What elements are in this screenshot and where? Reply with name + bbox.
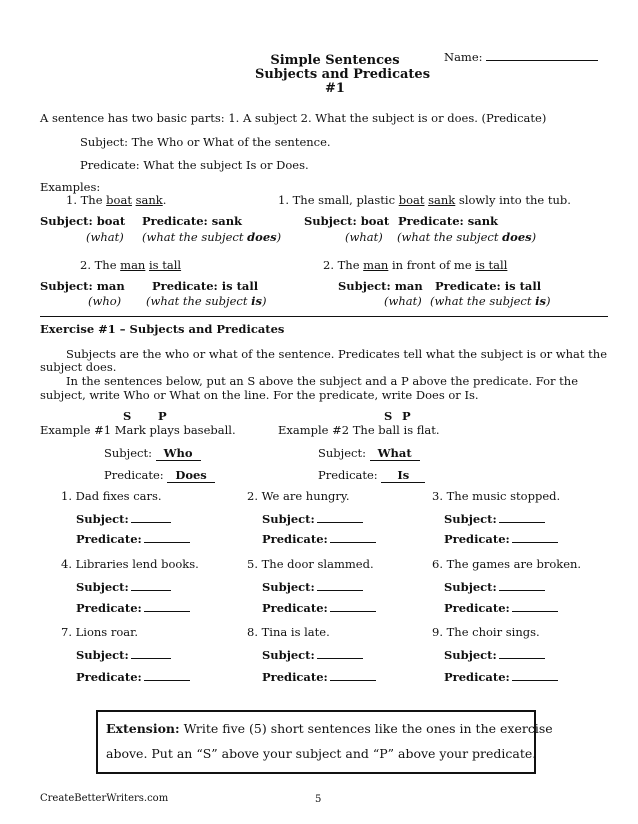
ex-text: 1. The — [66, 193, 107, 207]
divider-line — [40, 316, 608, 317]
subject-label: Subject: — [444, 512, 497, 526]
item-8: 8. Tina is late. — [247, 625, 330, 639]
subject-label: Subject: — [76, 580, 129, 594]
ex-subject-word: boat — [106, 193, 132, 207]
item-8-predicate — [262, 670, 376, 684]
subject-label: Subject: — [262, 648, 315, 662]
item-4: 4. Libraries lend books. — [61, 557, 199, 571]
item-1-subject — [76, 512, 171, 526]
sample1-p-mark: P — [158, 409, 167, 423]
note-emph: is — [535, 294, 546, 308]
subject-answer-line[interactable] — [131, 522, 171, 523]
item-5: 5. The door slammed. — [247, 557, 374, 571]
extension-label: Extension: — [106, 721, 180, 736]
predicate-answer-line[interactable] — [330, 542, 376, 543]
predicate-label: Predicate: — [444, 601, 510, 615]
ex1a-predicate: Predicate: sank — [142, 214, 243, 228]
note-text: (what the subject — [142, 230, 248, 244]
note-text: (what the subject — [146, 294, 252, 308]
name-line[interactable] — [486, 60, 598, 61]
sample1-s-mark: S — [123, 409, 132, 423]
note-text: ) — [261, 294, 267, 308]
subject-answer: Who — [155, 446, 201, 460]
subject-label: Subject: — [76, 512, 129, 526]
item-7-predicate — [76, 670, 190, 684]
name-field — [444, 50, 598, 64]
subject-label: Subject: — [262, 512, 315, 526]
ex1a-subject-note: (what) — [86, 230, 124, 244]
subject-answer-line[interactable] — [131, 658, 171, 659]
predicate-answer-line[interactable] — [144, 611, 190, 612]
subject-label: Subject: — [318, 446, 370, 460]
sample2-label: Example #2 The ball is flat. — [278, 423, 440, 437]
extension-box — [96, 710, 536, 774]
sample2-predicate — [318, 468, 425, 482]
subject-answer-line[interactable] — [499, 590, 545, 591]
predicate-answer-line[interactable] — [512, 611, 558, 612]
ex-subject-word: boat — [398, 193, 425, 207]
exercise-para-1b: subject does. — [40, 360, 117, 374]
item-6: 6. The games are broken. — [432, 557, 582, 571]
item-7-subject — [76, 648, 171, 662]
ex-text: in front of me — [388, 258, 476, 272]
subject-answer-line[interactable] — [317, 658, 363, 659]
ex1b-subject-note: (what) — [345, 230, 383, 244]
ex2b-subject: Subject: man — [338, 279, 423, 293]
predicate-answer-line[interactable] — [512, 680, 558, 681]
subject-answer-line[interactable] — [499, 658, 545, 659]
item-2-predicate — [262, 532, 376, 546]
sample2-p-mark: P — [402, 409, 411, 423]
subject-answer-line[interactable] — [317, 522, 363, 523]
ex-predicate-word: is tall — [475, 258, 508, 272]
ex1b-subject: Subject: boat — [304, 214, 390, 228]
sample2-subject — [318, 446, 420, 460]
subject-label: Subject: — [444, 580, 497, 594]
sample2-s-mark: S — [384, 409, 393, 423]
item-5-subject — [262, 580, 363, 594]
title-line-2: Subjects and Predicates — [255, 67, 431, 82]
exercise-para-2b: subject, write Who or What on the line. For the predicate, write Does or Is. — [40, 388, 479, 402]
ex2a-predicate: Predicate: is tall — [152, 279, 259, 293]
note-emph: does — [502, 230, 532, 244]
note-emph: does — [247, 230, 277, 244]
ex-text: 2. The — [323, 258, 364, 272]
item-2: 2. We are hungry. — [247, 489, 350, 503]
predicate-label: Predicate: — [104, 468, 168, 482]
footer-site: CreateBetterWriters.com — [40, 793, 169, 804]
predicate-answer: Does — [167, 468, 215, 482]
predicate-label: Predicate: — [76, 601, 142, 615]
item-9: 9. The choir sings. — [432, 625, 540, 639]
intro-line: A sentence has two basic parts: 1. A subject 2. What the subject is or does. (Predicate) — [40, 111, 547, 125]
item-5-predicate — [262, 601, 376, 615]
predicate-label: Predicate: — [262, 670, 328, 684]
predicate-label: Predicate: — [262, 601, 328, 615]
ex-text: 2. The — [80, 258, 121, 272]
page-number: 5 — [315, 794, 322, 805]
predicate-label: Predicate: — [76, 532, 142, 546]
subject-label: Subject: — [444, 648, 497, 662]
ex-text: . — [162, 193, 167, 207]
predicate-answer-line[interactable] — [144, 542, 190, 543]
note-text: ) — [545, 294, 551, 308]
note-emph: is — [251, 294, 262, 308]
ex2a-predicate-note — [146, 294, 266, 308]
item-3: 3. The music stopped. — [432, 489, 561, 503]
sample1-subject — [104, 446, 201, 460]
ex2b-predicate-note — [430, 294, 550, 308]
predicate-label: Predicate: — [76, 670, 142, 684]
item-6-predicate — [444, 601, 558, 615]
predicate-answer-line[interactable] — [330, 680, 376, 681]
subject-label: Subject: — [262, 580, 315, 594]
note-text: (what the subject — [397, 230, 503, 244]
subject-answer-line[interactable] — [317, 590, 363, 591]
extension-text: Write five (5) short sentences like the ones in the exercise — [179, 721, 553, 736]
ex2a-subject: Subject: man — [40, 279, 125, 293]
predicate-answer-line[interactable] — [330, 611, 376, 612]
item-4-subject — [76, 580, 171, 594]
subject-definition: Subject: The Who or What of the sentence. — [80, 135, 331, 149]
predicate-label: Predicate: — [444, 670, 510, 684]
examples-label: Examples: — [40, 180, 101, 194]
predicate-definition: Predicate: What the subject Is or Does. — [80, 158, 309, 172]
example-2b-sentence — [323, 258, 507, 272]
note-text: ) — [276, 230, 282, 244]
example-1a-sentence — [66, 193, 166, 207]
sample1-label: Example #1 Mark plays baseball. — [40, 423, 236, 437]
ex-predicate-word: sank — [428, 193, 456, 207]
predicate-answer-line[interactable] — [144, 680, 190, 681]
item-3-subject — [444, 512, 545, 526]
subject-answer-line[interactable] — [499, 522, 545, 523]
ex-subject-word: man — [363, 258, 389, 272]
example-1b-sentence — [278, 193, 571, 207]
item-9-subject — [444, 648, 545, 662]
item-4-predicate — [76, 601, 190, 615]
ex-text: 1. The small, plastic — [278, 193, 399, 207]
item-9-predicate — [444, 670, 558, 684]
ex2b-predicate: Predicate: is tall — [435, 279, 542, 293]
page-title — [255, 53, 431, 96]
ex-subject-word: man — [120, 258, 146, 272]
exercise-title: Exercise #1 – Subjects and Predicates — [40, 322, 285, 336]
subject-answer-line[interactable] — [131, 590, 171, 591]
subject-answer: What — [369, 446, 420, 460]
subject-label: Subject: — [104, 446, 156, 460]
ex2b-subject-note: (what) — [384, 294, 422, 308]
exercise-para-2a: In the sentences below, put an S above the subject and a P above the predicate. For the — [66, 374, 579, 388]
item-6-subject — [444, 580, 545, 594]
extension-line-2: above. Put an “S” above your subject and “P” above your predicate. — [106, 746, 537, 761]
item-2-subject — [262, 512, 363, 526]
ex1a-subject: Subject: boat — [40, 214, 126, 228]
note-text: ) — [531, 230, 537, 244]
name-label: Name: — [444, 50, 483, 64]
predicate-answer-line[interactable] — [512, 542, 558, 543]
item-1: 1. Dad fixes cars. — [61, 489, 162, 503]
predicate-label: Predicate: — [318, 468, 382, 482]
item-7: 7. Lions roar. — [61, 625, 138, 639]
title-line-1: Simple Sentences — [270, 53, 400, 68]
predicate-answer: Is — [381, 468, 426, 482]
ex-predicate-word: is tall — [149, 258, 182, 272]
ex-text: slowly into the tub. — [455, 193, 571, 207]
extension-line-1 — [106, 721, 553, 736]
exercise-para-1a: Subjects are the who or what of the sentence. Predicates tell what the subject is or what the — [66, 347, 608, 361]
item-8-subject — [262, 648, 363, 662]
ex1b-predicate: Predicate: sank — [398, 214, 499, 228]
predicate-label: Predicate: — [444, 532, 510, 546]
subject-label: Subject: — [76, 648, 129, 662]
ex2a-subject-note: (who) — [88, 294, 122, 308]
sample1-predicate — [104, 468, 215, 482]
ex-predicate-word: sank — [135, 193, 163, 207]
item-1-predicate — [76, 532, 190, 546]
item-3-predicate — [444, 532, 558, 546]
ex1b-predicate-note — [397, 230, 536, 244]
title-line-3: #1 — [325, 81, 345, 96]
predicate-label: Predicate: — [262, 532, 328, 546]
note-text: (what the subject — [430, 294, 536, 308]
example-2a-sentence — [80, 258, 181, 272]
ex1a-predicate-note — [142, 230, 281, 244]
